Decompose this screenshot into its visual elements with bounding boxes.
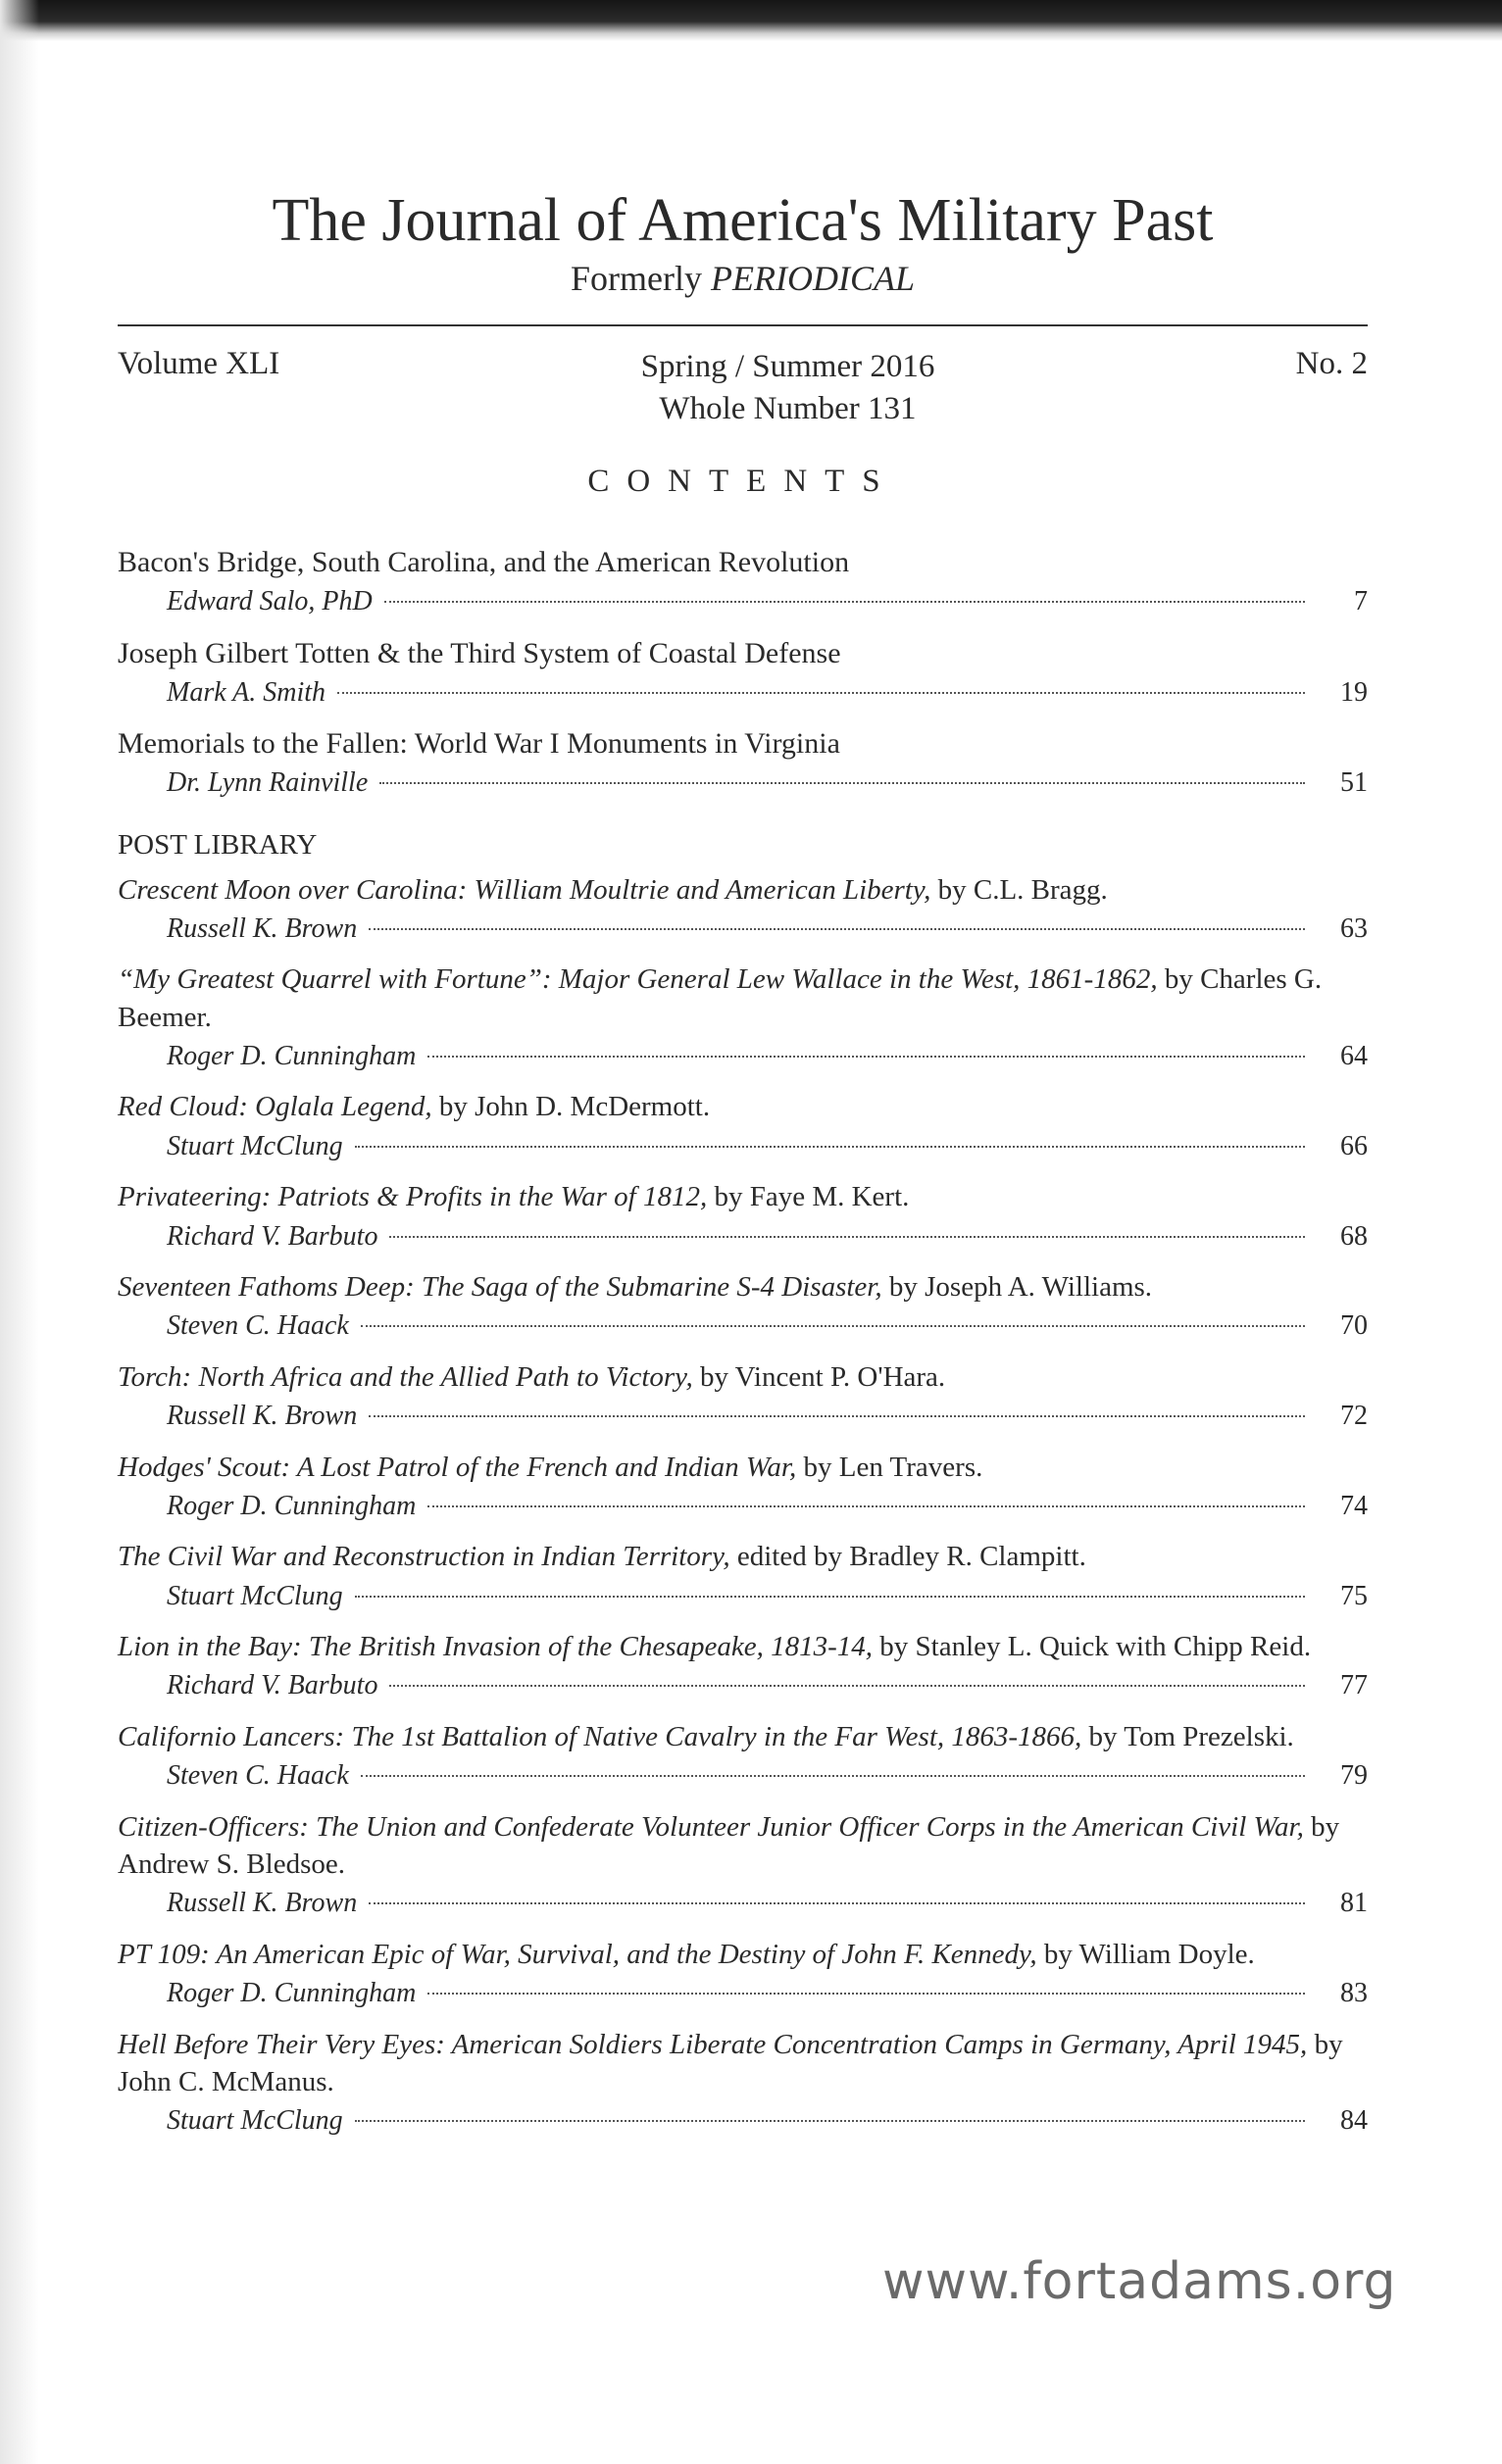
page-number: 83 (1340, 1978, 1368, 2009)
review-entry (118, 1538, 1368, 1614)
book-title: Citizen-Officers: The Union and Confederate Volunteer Junior Officer Corps in the American Civil War, (118, 1810, 1304, 1843)
issue-date-block (641, 346, 935, 430)
book-author: by William Doyle. (1036, 1938, 1255, 1970)
page-number: 64 (1340, 1040, 1368, 1071)
book-author: by Charles G. Beemer. (118, 963, 1323, 1033)
book-author: by John D. McDermott. (431, 1091, 711, 1123)
reviewer-line (118, 1307, 1368, 1345)
reviewer: Roger D. Cunningham (167, 1978, 417, 2009)
review-book (118, 1449, 1368, 1486)
review-entry (118, 2026, 1368, 2140)
review-book (118, 1718, 1368, 1755)
page-number: 74 (1340, 1490, 1368, 1521)
page-number: 19 (1340, 676, 1368, 708)
dot-leader (427, 1056, 1305, 1058)
book-title: Privateering: Patriots & Profits in the War of 1812, (118, 1181, 708, 1213)
reviewer: Steven C. Haack (167, 1310, 349, 1342)
article-entry (118, 543, 1368, 620)
reviewer-line (118, 2102, 1368, 2140)
review-entry (118, 1088, 1368, 1164)
review-entry (118, 961, 1368, 1074)
table-of-contents (118, 543, 1368, 2140)
dot-leader (389, 1236, 1305, 1238)
page-number: 68 (1340, 1220, 1368, 1252)
reviewer-line (118, 1885, 1368, 1922)
journal-title: The Journal of America's Military Past (272, 187, 1214, 254)
author-line (118, 583, 1368, 620)
book-author: by C.L. Bragg. (930, 873, 1108, 906)
subtitle-periodical: PERIODICAL (711, 259, 915, 299)
book-title: Seventeen Fathoms Deep: The Saga of the Submarine S-4 Disaster, (118, 1271, 882, 1304)
article-entry (118, 724, 1368, 802)
page-number: 72 (1340, 1401, 1368, 1432)
dot-leader (427, 1993, 1305, 1995)
page-number: 66 (1340, 1130, 1368, 1161)
dot-leader (369, 1415, 1305, 1417)
reviewer-line (118, 1398, 1368, 1435)
reviewer-line (118, 1975, 1368, 2012)
book-author: by Tom Prezelski. (1081, 1720, 1294, 1752)
page-number: 84 (1340, 2105, 1368, 2137)
reviewer: Stuart McClung (167, 2105, 343, 2137)
reviewer: Roger D. Cunningham (167, 1490, 417, 1521)
page-number: 75 (1340, 1580, 1368, 1611)
book-title: Californio Lancers: The 1st Battalion of Native Cavalry in the Far West, 1863-1866, (118, 1720, 1082, 1752)
dot-leader (369, 928, 1305, 930)
review-entry (118, 1449, 1368, 1525)
article-title: Bacon's Bridge, South Carolina, and the American Revolution (118, 546, 850, 579)
dot-leader (384, 601, 1305, 603)
author-line (118, 764, 1368, 802)
review-book (118, 1538, 1368, 1575)
dot-leader (379, 782, 1305, 784)
review-book (118, 1088, 1368, 1125)
review-entry (118, 1178, 1368, 1255)
book-title: “My Greatest Quarrel with Fortune”: Major General Lew Wallace in the West, 1861-1862, (118, 963, 1158, 996)
contents-heading: CONTENTS (587, 464, 898, 500)
page-number: 70 (1340, 1310, 1368, 1342)
issue-info (118, 346, 1368, 430)
book-author: by Andrew S. Bledsoe. (118, 1810, 1340, 1880)
book-author: by Stanley L. Quick with Chipp Reid. (873, 1631, 1312, 1663)
review-entry (118, 1628, 1368, 1704)
page-number: 79 (1340, 1760, 1368, 1792)
page-number: 63 (1340, 912, 1368, 944)
whole-number: Whole Number 131 (659, 391, 917, 427)
article-entry (118, 634, 1368, 712)
book-title: Crescent Moon over Carolina: William Moultrie and American Liberty, (118, 873, 931, 906)
book-author: by Len Travers. (796, 1451, 983, 1483)
page-number: 7 (1354, 586, 1368, 617)
dot-leader (369, 1902, 1305, 1904)
dot-leader (355, 2120, 1305, 2122)
reviewer-line (118, 1667, 1368, 1704)
subtitle-prefix: Formerly (571, 259, 702, 299)
reviewer-line (118, 1128, 1368, 1165)
book-author: edited by Bradley R. Clampitt. (729, 1541, 1086, 1573)
review-entry (118, 1808, 1368, 1922)
journal-subtitle (118, 258, 1368, 299)
reviewer: Roger D. Cunningham (167, 1040, 417, 1071)
dot-leader (427, 1505, 1305, 1507)
dot-leader (361, 1325, 1305, 1327)
scan-top-edge (0, 0, 1502, 41)
page-number: 77 (1340, 1670, 1368, 1701)
review-entry (118, 1268, 1368, 1345)
reviewer-line (118, 1038, 1368, 1075)
review-book (118, 2026, 1368, 2101)
review-book (118, 1936, 1368, 1973)
article-title: Joseph Gilbert Totten & the Third System of Coastal Defense (118, 636, 841, 669)
book-title: Red Cloud: Oglala Legend, (118, 1091, 432, 1123)
review-book (118, 1358, 1368, 1396)
contents-page (118, 186, 1368, 2153)
reviewer: Steven C. Haack (167, 1760, 349, 1792)
review-entry (118, 871, 1368, 948)
dot-leader (389, 1685, 1305, 1687)
reviewer: Richard V. Barbuto (167, 1220, 378, 1252)
reviewer: Stuart McClung (167, 1580, 343, 1611)
review-entry (118, 1936, 1368, 2012)
book-title: PT 109: An American Epic of War, Survival, and the Destiny of John F. Kennedy, (118, 1938, 1037, 1970)
dot-leader (337, 692, 1305, 694)
book-title: Torch: North Africa and the Allied Path to Victory, (118, 1360, 693, 1393)
dot-leader (355, 1146, 1305, 1148)
book-author: by Faye M. Kert. (707, 1181, 910, 1213)
page-number: 51 (1340, 767, 1368, 799)
book-title: The Civil War and Reconstruction in Indian Territory, (118, 1541, 730, 1573)
review-book (118, 1628, 1368, 1665)
article-author: Edward Salo, PhD (167, 586, 373, 617)
book-title: Hell Before Their Very Eyes: American Soldiers Liberate Concentration Camps in Germany, April 1945, (118, 2028, 1308, 2060)
reviewer: Russell K. Brown (167, 1401, 358, 1432)
article-author: Mark A. Smith (167, 676, 326, 708)
reviewer: Stuart McClung (167, 1130, 343, 1161)
review-book (118, 1808, 1368, 1884)
reviewer-line (118, 1578, 1368, 1615)
reviewer: Russell K. Brown (167, 912, 358, 944)
reviewer-line (118, 1757, 1368, 1795)
book-title: Hodges' Scout: A Lost Patrol of the French and Indian War, (118, 1451, 797, 1483)
article-author: Dr. Lynn Rainville (167, 767, 369, 799)
dot-leader (355, 1596, 1305, 1598)
reviewer-line (118, 1218, 1368, 1256)
reviewer: Richard V. Barbuto (167, 1670, 378, 1701)
book-author: by Joseph A. Williams. (881, 1271, 1153, 1304)
book-author: by John C. McManus. (118, 2028, 1343, 2097)
book-author: by Vincent P. O'Hara. (692, 1360, 946, 1393)
issue-season: Spring / Summer 2016 (640, 349, 935, 385)
reviewer-line (118, 1488, 1368, 1525)
page-number: 81 (1340, 1888, 1368, 1919)
website-watermark: www.fortadams.org (882, 2252, 1397, 2311)
author-line (118, 674, 1368, 712)
header-rule (118, 324, 1368, 326)
reviewer: Russell K. Brown (167, 1888, 358, 1919)
issue-number: No. 2 (1295, 346, 1368, 382)
review-book (118, 961, 1368, 1036)
review-book (118, 871, 1368, 909)
article-title: Memorials to the Fallen: World War I Monuments in Virginia (118, 727, 840, 761)
review-book (118, 1268, 1368, 1306)
volume: Volume XLI (118, 346, 280, 382)
book-title: Lion in the Bay: The British Invasion of the Chesapeake, 1813-14, (118, 1631, 874, 1663)
review-book (118, 1178, 1368, 1215)
post-library-heading: POST LIBRARY (118, 828, 318, 861)
dot-leader (361, 1775, 1305, 1777)
scan-left-shadow (0, 0, 39, 2464)
review-entry (118, 1718, 1368, 1795)
reviewer-line (118, 911, 1368, 948)
review-entry (118, 1358, 1368, 1435)
